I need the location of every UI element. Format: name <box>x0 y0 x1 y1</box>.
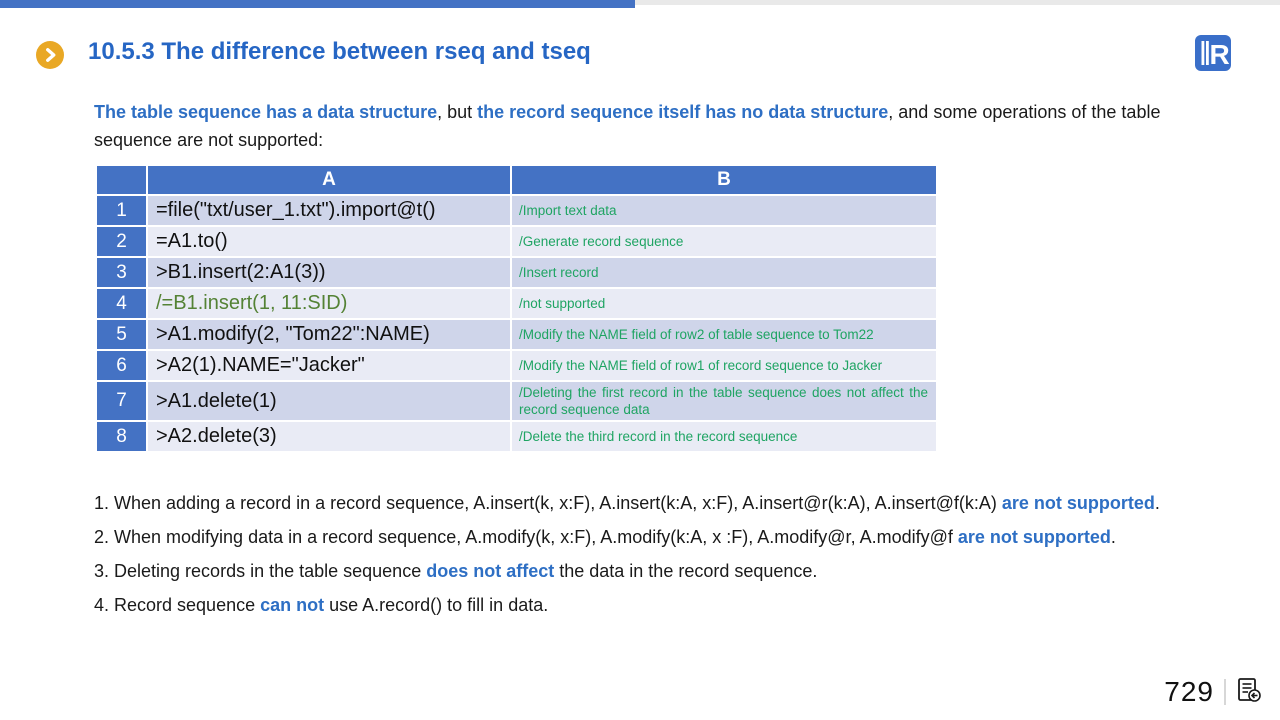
corner-header-cell <box>97 166 148 196</box>
page-number: 729 <box>1164 676 1214 707</box>
table-row <box>97 196 936 227</box>
text-segment: are not supported <box>1001 493 1155 513</box>
text-segment: the record sequence itself has no data structure <box>477 102 889 122</box>
comment-text: /Import text data <box>519 203 617 218</box>
page-title: 10.5.3 The difference between rseq and tseq <box>88 38 591 65</box>
row-number-cell: 2 <box>97 227 148 258</box>
table-body <box>97 196 936 453</box>
table-row <box>97 258 936 289</box>
column-header-b: B <box>512 166 936 196</box>
row-number-cell: 4 <box>97 289 148 320</box>
comment-cell <box>512 320 936 351</box>
table-row <box>97 422 936 453</box>
code-cell: /=B1.insert(1, 11:SID) <box>148 289 512 320</box>
comment-cell <box>512 196 936 227</box>
note-item <box>94 486 1210 520</box>
code-cell: >A2.delete(3) <box>148 422 512 453</box>
comment-cell <box>512 289 936 320</box>
code-cell: =A1.to() <box>148 227 512 258</box>
comment-cell <box>512 351 936 382</box>
text-segment: can not <box>260 595 325 615</box>
text-segment: 2. When modifying data in a record sequence, A.modify(k, x:F), A.modify(k:A, x :F), A.modify@r, A.modify@f <box>94 527 958 547</box>
text-segment: . <box>1154 493 1160 513</box>
row-number-cell: 1 <box>97 196 148 227</box>
row-number-cell: 7 <box>97 382 148 422</box>
table-row <box>97 320 936 351</box>
text-segment: 4. Record sequence <box>94 595 261 615</box>
code-cell: >A1.modify(2, "Tom22":NAME) <box>148 320 512 351</box>
comment-text: /Generate record sequence <box>519 234 684 249</box>
table-row <box>97 227 936 258</box>
notes-list <box>94 486 1210 622</box>
comment-text: /Delete the third record in the record sequence <box>519 429 798 444</box>
table-row <box>97 351 936 382</box>
text-segment: does not affect <box>426 561 555 581</box>
text-segment: use A.record() to fill in data. <box>324 595 549 615</box>
table-row <box>97 382 936 422</box>
table-row <box>97 289 936 320</box>
chevron-glyph <box>41 46 59 64</box>
table-header-row <box>97 166 936 196</box>
raqsoft-logo <box>1194 34 1232 72</box>
text-segment: . <box>1110 527 1116 547</box>
comment-cell <box>512 422 936 453</box>
top-gray-bar <box>635 0 1280 5</box>
note-item <box>94 588 1210 622</box>
comment-text: /Modify the NAME field of row2 of table sequence to Tom22 <box>519 327 874 342</box>
row-number-cell: 8 <box>97 422 148 453</box>
code-cell: >B1.insert(2:A1(3)) <box>148 258 512 289</box>
code-cell: >A1.delete(1) <box>148 382 512 422</box>
comment-text: /Modify the NAME field of row1 of record sequence to Jacker <box>519 358 883 373</box>
comment-cell <box>512 382 936 422</box>
footer <box>1164 676 1262 708</box>
note-item <box>94 554 1210 588</box>
code-cell: >A2(1).NAME="Jacker" <box>148 351 512 382</box>
comment-cell <box>512 227 936 258</box>
comment-text: /not supported <box>519 296 606 311</box>
svg-text:R: R <box>1209 39 1230 70</box>
chevron-right-circle-icon <box>36 41 64 69</box>
text-segment: are not supported <box>957 527 1111 547</box>
document-return-icon[interactable] <box>1236 677 1262 708</box>
text-segment: , and some operations of the table sequence are not supported: <box>94 102 1161 150</box>
row-number-cell: 3 <box>97 258 148 289</box>
column-header-a: A <box>148 166 512 196</box>
code-cell: =file("txt/user_1.txt").import@t() <box>148 196 512 227</box>
text-segment: the data in the record sequence. <box>554 561 818 581</box>
text-segment: The table sequence has a data structure <box>94 102 438 122</box>
code-table <box>97 166 936 453</box>
comment-cell <box>512 258 936 289</box>
comment-text: /Deleting the first record in the table sequence does not affect the record sequence data <box>519 385 928 417</box>
row-number-cell: 6 <box>97 351 148 382</box>
text-segment: 1. When adding a record in a record sequence, A.insert(k, x:F), A.insert(k:A, x:F), A.insert@r(k:A), A.insert@f(k:A) <box>94 493 1002 513</box>
text-segment: 3. Deleting records in the table sequence <box>94 561 427 581</box>
note-item <box>94 520 1210 554</box>
text-segment: , but <box>437 102 478 122</box>
comment-text: /Insert record <box>519 265 599 280</box>
row-number-cell: 5 <box>97 320 148 351</box>
top-accent-bar <box>0 0 635 8</box>
footer-divider <box>1224 679 1226 705</box>
intro-paragraph <box>94 98 1200 154</box>
